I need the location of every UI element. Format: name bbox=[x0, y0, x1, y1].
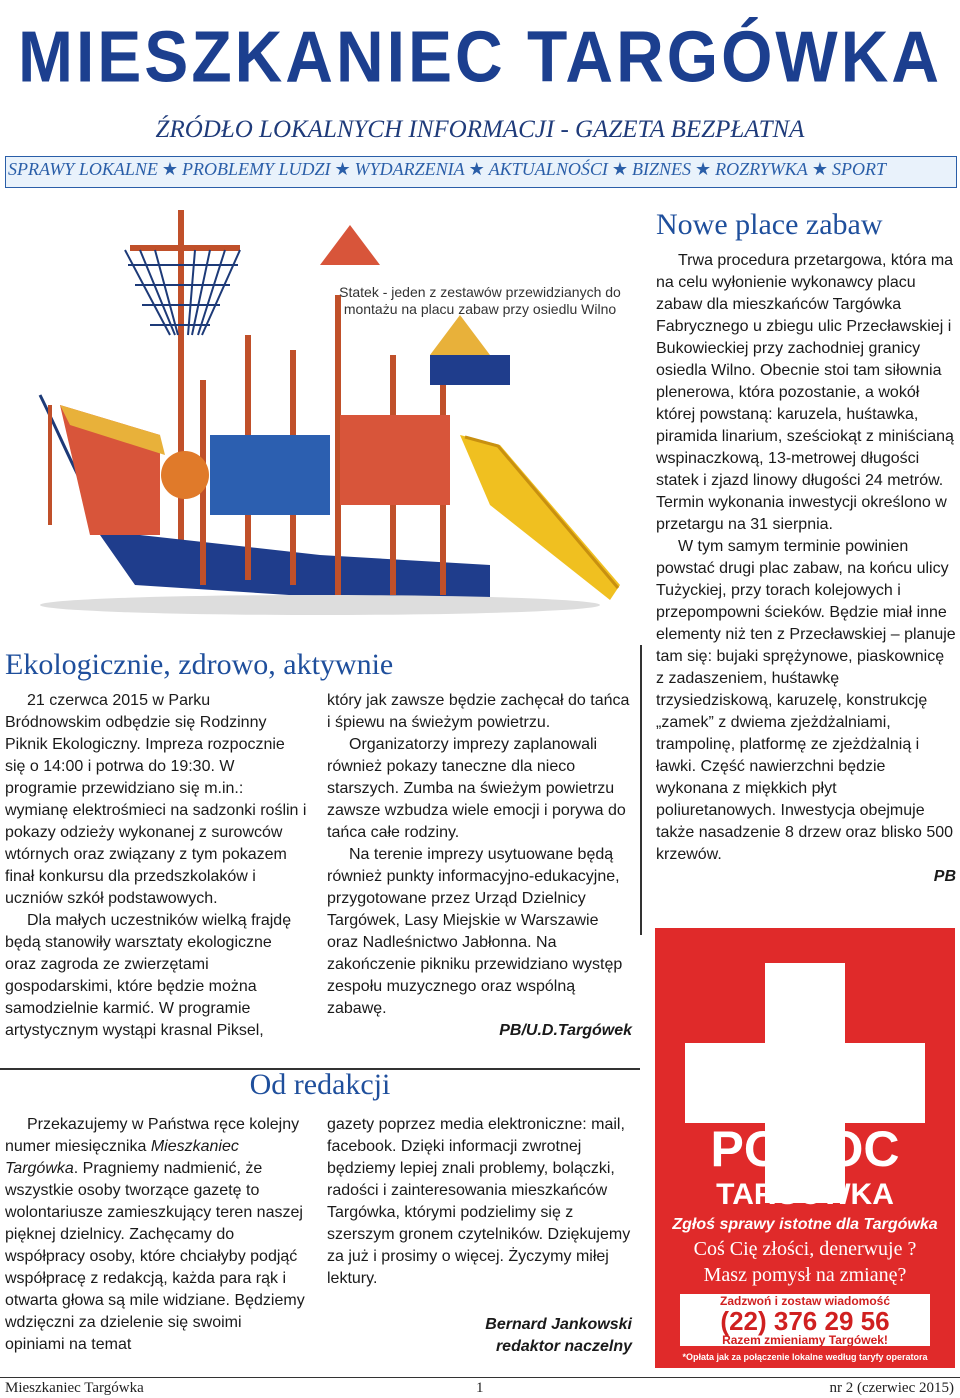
article-redakcja-col1 bbox=[5, 1114, 305, 1356]
text-run: Przekazujemy w Państwa ręce kolejny numer miesięcznika bbox=[5, 1116, 300, 1155]
article-eko-col1 bbox=[5, 690, 307, 1042]
ribbon-item: SPRAWY LOKALNE bbox=[8, 159, 158, 179]
star-icon: ★ bbox=[611, 159, 628, 179]
star-icon: ★ bbox=[334, 159, 351, 179]
ribbon-item: SPORT bbox=[831, 159, 886, 179]
ribbon-item: ROZRYWKA bbox=[715, 159, 808, 179]
advertisement-pierwsza-pomoc bbox=[655, 928, 955, 1368]
text-run: . Pragniemy nadmienić, że wszystkie osoby tworzące gazetę to wolontariusze zamieszkujący teren naszej pięknej dzielnicy. Zachęcamy do współpracy osoby, które chciałyby podjąć współpracę z redakcją, każda para rąk i otwarta głowa są mile widziane. Będziemy wdzięczni za dzielenie się swoimi opiniami na temat bbox=[5, 1160, 305, 1353]
paragraph: Dla małych uczestników wielką frajdę będą stanowiły warsztaty ekologiczne oraz zagroda ze zwierzętami gospodarskimi, które będzie można samodzielnie karmić. W programie artystycznym wystąpi krasnal Piksel, bbox=[5, 912, 292, 1039]
playground-ship-photo bbox=[20, 205, 630, 625]
article-redakcja-col2 bbox=[327, 1114, 632, 1290]
paragraph: gazety poprzez media elektroniczne: mail, facebook. Dzięki informacji zwrotnej będziemy lepiej znali problemy, bolączki, radości i zainteresowania mieszkańców Targówka, którymi podzielimy się z szerszym gronem czytelników. Dziękujemy za już i prosimy o więcej. Życzymy miłej lektury. bbox=[327, 1116, 631, 1287]
topic-ribbon-text bbox=[8, 159, 954, 180]
editor-role: redaktor naczelny bbox=[495, 1338, 632, 1355]
ad-line: Masz pomysł na zmianę? bbox=[703, 1264, 907, 1286]
editor-signature bbox=[400, 1314, 632, 1358]
paragraph: Trwa procedura przetargowa, która ma na celu wyłonienie wykonawcy placu zabaw dla mieszkańców Targówka Fabrycznego u zbiegu ulic Przecławskiej i Bukowieckiej przy zachodniej granicy osiedla Wilno. Obecnie stoi tam siłownia plenerowa, która pozostanie, a wokół której powstaną: karuzela, huśtawka, piramida linarium, sześciokąt z miniścianą wspinaczkową, 13-metrowej długości statek i zjazd linowy długości 24 metrów. Termin wykonania inwestycji określono w przetargu na 31 sierpnia. bbox=[656, 252, 954, 533]
star-icon: ★ bbox=[694, 159, 712, 179]
ad-line: Razem zmieniamy Targówek! bbox=[722, 1333, 888, 1347]
ad-phone: (22) 376 29 56 bbox=[720, 1306, 890, 1336]
star-icon: ★ bbox=[468, 159, 485, 179]
author-signature: PB bbox=[933, 868, 956, 885]
ribbon-item: PROBLEMY LUDZI bbox=[182, 159, 331, 179]
issue-number: nr 2 (czerwiec 2015) bbox=[829, 1380, 954, 1396]
article-body-nowe bbox=[656, 250, 956, 888]
author-signature: PB/U.D.Targówek bbox=[499, 1022, 632, 1039]
ad-line: Zadzwoń i zostaw wiadomość bbox=[719, 1294, 891, 1308]
ad-line: PIERWSZA bbox=[747, 1100, 863, 1125]
ribbon-item: WYDARZENIA bbox=[354, 159, 465, 179]
page-number: 1 bbox=[476, 1380, 484, 1396]
paragraph: Organizatorzy imprezy zaplanowali również pokazy taneczne dla nieco starszych. Zumba na świeżym powietrzu zawsze wzbudza wiele emocji i porywa do tańca całe rodziny. bbox=[327, 736, 626, 841]
ad-line: TARGÓWKA bbox=[716, 1178, 894, 1211]
paragraph: 21 czerwca 2015 w Parku Bródnowskim odbędzie się Rodzinny Piknik Ekologiczny. Impreza rozpocznie się o 14:00 i potrwa do 19:30. W programie przewidziano się m.in.: wymianę elektrośmieci na sadzonki roślin i pokazy odzieży wykonanej z surowców wtórnych oraz związany z tym pokazem finał konkursu dla przedszkolaków i uczniów szkół podstawowych. bbox=[5, 692, 307, 907]
masthead-title: MIESZKANIEC TARGÓWKA bbox=[17, 15, 943, 97]
ad-note: *Opłata jak za połączenie lokalne według taryfy operatora bbox=[682, 1352, 928, 1362]
photo-caption: Statek - jeden z zestawów przewidzianych do montażu na placu zabaw przy osiedlu Wilno bbox=[339, 284, 621, 317]
paragraph: W tym samym terminie powinien powstać drugi plac zabaw, na końcu ulicy Tużyckiej, przy torach kolejowych i przepompowni ścieków. Będzie miał inne elementy niż ten z Przecławskiej – planuje tam się: bujaki sprężynowe, piaskownicę z zadaszeniem, huśtawkę trzysiedziskową, karuzelę, konstrukcję „zamek” z dwiema zjeżdżalniami, trampolinę, platformę ze zjeżdżalnią i ławki. Część nawierzchni będzie wykonana z miękkich płyt poliuretanowych. Inwestycja obejmuje także nasadzenie 8 drzew oraz blisko 500 krzewów. bbox=[656, 538, 956, 863]
magazine-name: Mieszkaniec Targówka bbox=[5, 1138, 239, 1177]
star-icon: ★ bbox=[811, 159, 828, 179]
paragraph: Na terenie imprezy usytuowane będą również punkty informacyjno-edukacyjne, przygotowane przez Urząd Dzielnicy Targówek, Lasy Miejskie w Warszawie oraz Nadleśnictwo Jabłonna. Na zakończenie pikniku przewidziano występ zespołu muzycznego oraz wspólną zabawę. bbox=[327, 846, 623, 1017]
ad-headline: POMOC bbox=[710, 1121, 900, 1177]
paragraph: który jak zawsze będzie zachęcał do tańca i śpiewu na świeżym powietrzu. bbox=[327, 692, 630, 731]
footer-divider bbox=[0, 1377, 960, 1378]
ad-line: Zgłoś sprawy istotne dla Targówka bbox=[672, 1216, 938, 1233]
star-icon: ★ bbox=[161, 159, 178, 179]
article-title-nowe: Nowe place zabaw bbox=[656, 208, 883, 241]
editor-name: Bernard Jankowski bbox=[485, 1316, 632, 1333]
ribbon-item: AKTUALNOŚCI bbox=[488, 159, 608, 179]
column-divider bbox=[640, 645, 642, 935]
footer-title: Mieszkaniec Targówka bbox=[5, 1380, 144, 1396]
ad-line: Coś Cię złości, denerwuje ? bbox=[693, 1238, 917, 1260]
article-eko-col2 bbox=[327, 690, 632, 1042]
ribbon-item: BIZNES bbox=[631, 159, 691, 179]
article-title-redakcja: Od redakcji bbox=[249, 1068, 391, 1101]
article-title-eko: Ekologicznie, zdrowo, aktywnie bbox=[5, 648, 394, 681]
masthead-subtitle: ŹRÓDŁO LOKALNYCH INFORMACJI - GAZETA BEZPŁATNA bbox=[155, 116, 805, 143]
